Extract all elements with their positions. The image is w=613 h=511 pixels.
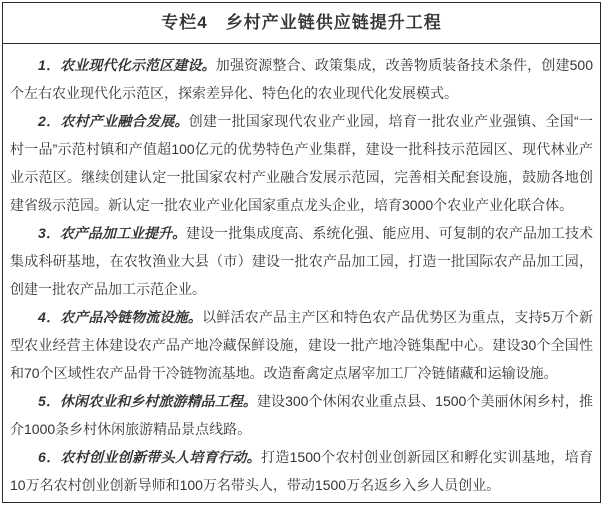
paragraph-3-text: 建设一批集成度高、系统化强、能应用、可复制的农产品加工技术集成科研基地，在农牧渔业大县（市）建设一批农产品加工园，打造一批国际农产品加工园，创建一批农产品加工示范企业。 (10, 225, 593, 297)
paragraph-4-text: 以鲜活农产品主产区和特色农产品优势区为重点，支持5万个新型农业经营主体建设农产品产地冷藏保鲜设施，建设一批产地冷链集配中心。建设30个全国性和70个区域性农产品骨干冷链物流基地。改造畜禽定点屠宰加工厂冷链储藏和运输设施。 (10, 309, 593, 381)
paragraph-2-lead: 2．农村产业融合发展。 (38, 113, 189, 129)
paragraph-6 (10, 443, 593, 499)
paragraph-4 (10, 303, 593, 387)
paragraph-4-lead: 4．农产品冷链物流设施。 (38, 309, 203, 325)
paragraph-5 (10, 387, 593, 443)
paragraph-3-lead: 3．农产品加工业提升。 (38, 225, 187, 241)
paragraph-2 (10, 107, 593, 219)
column-box (2, 2, 601, 503)
paragraph-2-text: 创建一批国家现代农业产业园，培育一批农业产业强镇、全国“一村一品”示范村镇和产值超100亿元的优势特色产业集群，建设一批科技示范园区、现代林业产业示范区。继续创建认定一批国家农村产业融合发展示范园，完善相关配套设施，鼓励各地创建省级示范园。新认定一批农业产业化国家重点龙头企业，培育3000个农业产业化联合体。 (10, 113, 593, 213)
paragraph-6-text: 打造1500个农村创业创新园区和孵化实训基地，培育10万名农村创业创新导师和100万名带头人，带动1500万名返乡入乡人员创业。 (10, 449, 593, 493)
paragraph-1-lead: 1．农业现代化示范区建设。 (38, 57, 216, 73)
paragraph-3 (10, 219, 593, 303)
paragraph-6-lead: 6．农村创业创新带头人培育行动。 (38, 449, 261, 465)
paragraph-1 (10, 51, 593, 107)
paragraph-5-lead: 5．休闲农业和乡村旅游精品工程。 (38, 393, 257, 409)
column-title: 专栏4 乡村产业链供应链提升工程 (3, 3, 600, 44)
column-body (3, 44, 600, 499)
paragraph-1-text: 加强资源整合、政策集成，改善物质装备技术条件，创建500个左右农业现代化示范区，探索差异化、特色化的农业现代化发展模式。 (10, 57, 593, 101)
paragraph-5-text: 建设300个休闲农业重点县、1500个美丽休闲乡村，推介1000条乡村休闲旅游精品景点线路。 (10, 393, 593, 437)
